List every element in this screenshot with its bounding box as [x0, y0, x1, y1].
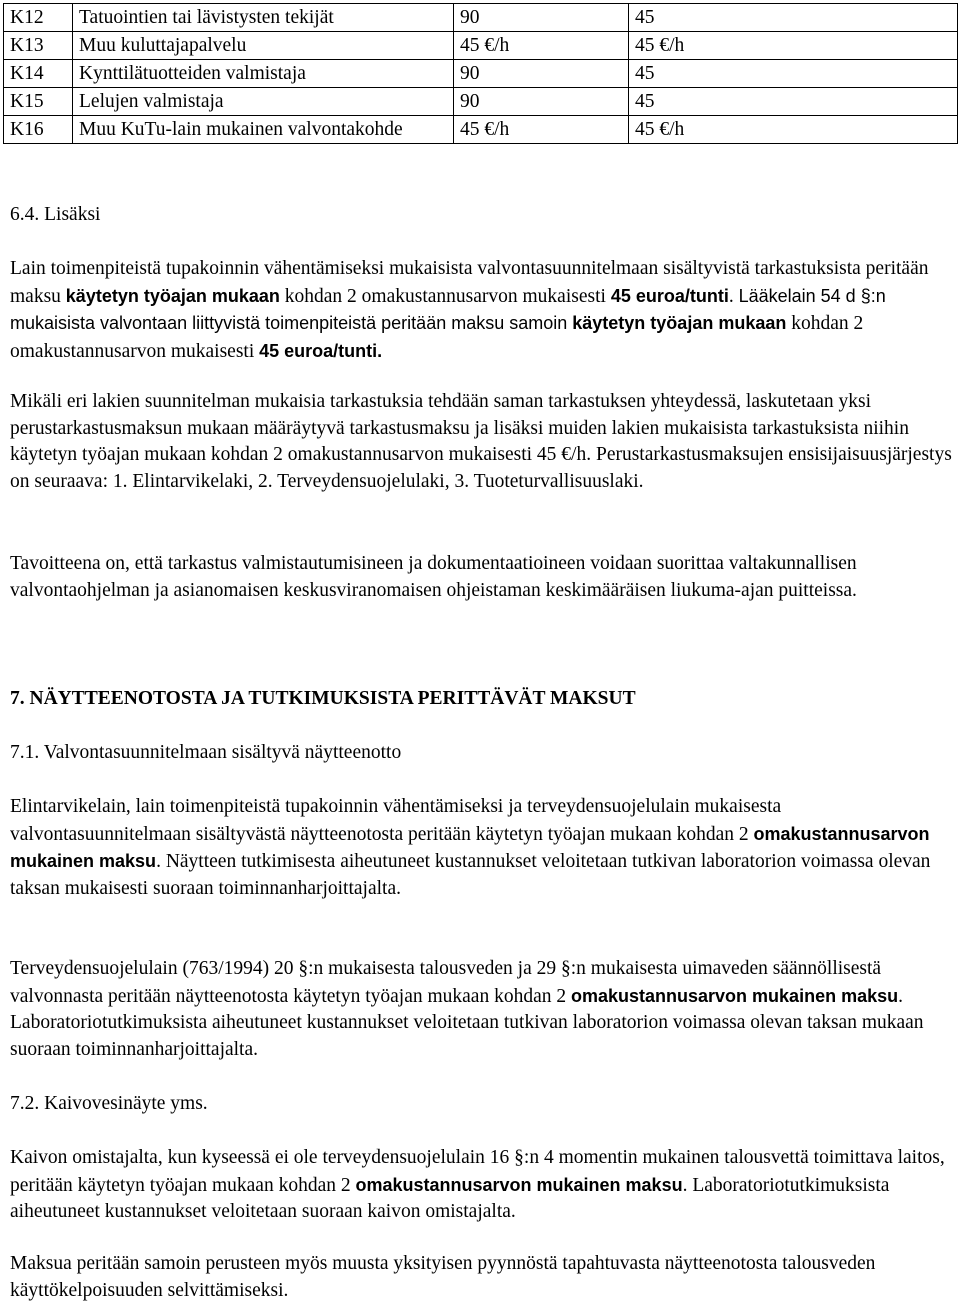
fee-price-1: 45 €/h [454, 32, 629, 60]
section-6-4-paragraph-1: Lain toimenpiteistä tupakoinnin vähentämiseksi mukaisista valvontasuunnitelmaan sisältyvistä tarkastuksista peritään maksu käytetyn työajan mukaan kohdan 2 omakustannusarvon mukaisesti 45 euroa/tunti. Lääkelain 54 d §:n mukaisista valvontaan liittyvistä toimenpiteistä peritään maksu samoin käytetyn työajan mukaan kohdan 2 omakustannusarvon mukaisesti 45 euroa/tunti. [10, 258, 929, 362]
section-7-1-paragraph-2: Terveydensuojelulain (763/1994) 20 §:n mukaisesta talousveden ja 29 §:n mukaisesta uimaveden säännöllisestä valvonnasta peritään näytteenotosta käytetyn työajan mukaan kohdan 2 omakustannusarvon mukainen maksu. Laboratoriotutkimuksista aiheutuneet kustannukset veloitetaan tutkivan laboratorion voimassa olevan taksan mukaan suoraan toiminnanharjoittajalta. [10, 958, 924, 1060]
fee-code: K16 [4, 116, 73, 144]
table-row [4, 88, 958, 116]
fee-code: K13 [4, 32, 73, 60]
fee-price-1: 45 €/h [454, 116, 629, 144]
fee-name: Tatuointien tai lävistysten tekijät [73, 4, 454, 32]
fee-name: Lelujen valmistaja [73, 88, 454, 116]
fee-code: K12 [4, 4, 73, 32]
fee-code: K14 [4, 60, 73, 88]
fee-price-2: 45 €/h [629, 116, 958, 144]
table-row [4, 4, 958, 32]
fee-table [3, 3, 958, 144]
fee-price-1: 90 [454, 60, 629, 88]
section-7-heading: 7. NÄYTTEENOTOSTA JA TUTKIMUKSISTA PERITTÄVÄT MAKSUT [10, 688, 636, 709]
fee-price-2: 45 [629, 4, 958, 32]
section-7-1-heading: 7.1. Valvontasuunnitelmaan sisältyvä näytteenotto [10, 742, 402, 763]
section-7-2-paragraph-1: Kaivon omistajalta, kun kyseessä ei ole terveydensuojelulain 16 §:n 4 momentin mukainen talousvettä toimittava laitos, peritään käytetyn työajan mukaan kohdan 2 omakustannusarvon mukainen maksu. Laboratoriotutkimuksista aiheutuneet kustannukset veloitetaan suoraan kaivon omistajalta. [10, 1147, 945, 1223]
section-6-4-paragraph-2: Mikäli eri lakien suunnitelman mukaisia tarkastuksia tehdään saman tarkastuksen yhteydessä, laskutetaan yksi perustarkastusmaksun mukaan määräytyvä tarkastusmaksu ja lisäksi muiden lakien mukaisista tarkastuksista niihin käytetyn työajan mukaan kohdan 2 omakustannusarvon mukaisesti 45 €/h. Perustarkastusmaksujen ensisijaisuusjärjestys on seuraava: 1. Elintarvikelaki, 2. Terveydensuojelulaki, 3. Tuoteturvallisuuslaki. [10, 391, 952, 492]
fee-code: K15 [4, 88, 73, 116]
fee-price-2: 45 [629, 60, 958, 88]
table-row [4, 116, 958, 144]
section-7-2-paragraph-2: Maksua peritään samoin perusteen myös muusta yksityisen pyynnöstä tapahtuvasta näytteenotosta talousveden käyttökelpoisuuden selvittämiseksi. [10, 1253, 876, 1301]
table-row [4, 60, 958, 88]
section-6-4-paragraph-3: Tavoitteena on, että tarkastus valmistautumisineen ja dokumentaatioineen voidaan suorittaa valtakunnallisen valvontaohjelman ja asianomaisen keskusviranomaisen ohjeistaman keskimääräisen liukuma-ajan puitteissa. [10, 553, 857, 601]
fee-name: Kynttilätuotteiden valmistaja [73, 60, 454, 88]
fee-price-1: 90 [454, 4, 629, 32]
section-7-1-paragraph-1: Elintarvikelain, lain toimenpiteistä tupakoinnin vähentämiseksi ja terveydensuojelulain mukaisesta valvontasuunnitelmaan sisältyvästä näytteenotosta peritään käytetyn työajan mukaan kohdan 2 omakustannusarvon mukainen maksu. Näytteen tutkimisesta aiheutuneet kustannukset veloitetaan tutkivan laboratorion voimassa olevan taksan mukaisesti suoraan toiminnanharjoittajalta. [10, 796, 931, 899]
fee-price-1: 90 [454, 88, 629, 116]
table-row [4, 32, 958, 60]
fee-price-2: 45 [629, 88, 958, 116]
section-6-4-heading: 6.4. Lisäksi [10, 204, 101, 225]
fee-name: Muu kuluttajapalvelu [73, 32, 454, 60]
fee-price-2: 45 €/h [629, 32, 958, 60]
fee-name: Muu KuTu-lain mukainen valvontakohde [73, 116, 454, 144]
section-7-2-heading: 7.2. Kaivovesinäyte yms. [10, 1093, 208, 1114]
